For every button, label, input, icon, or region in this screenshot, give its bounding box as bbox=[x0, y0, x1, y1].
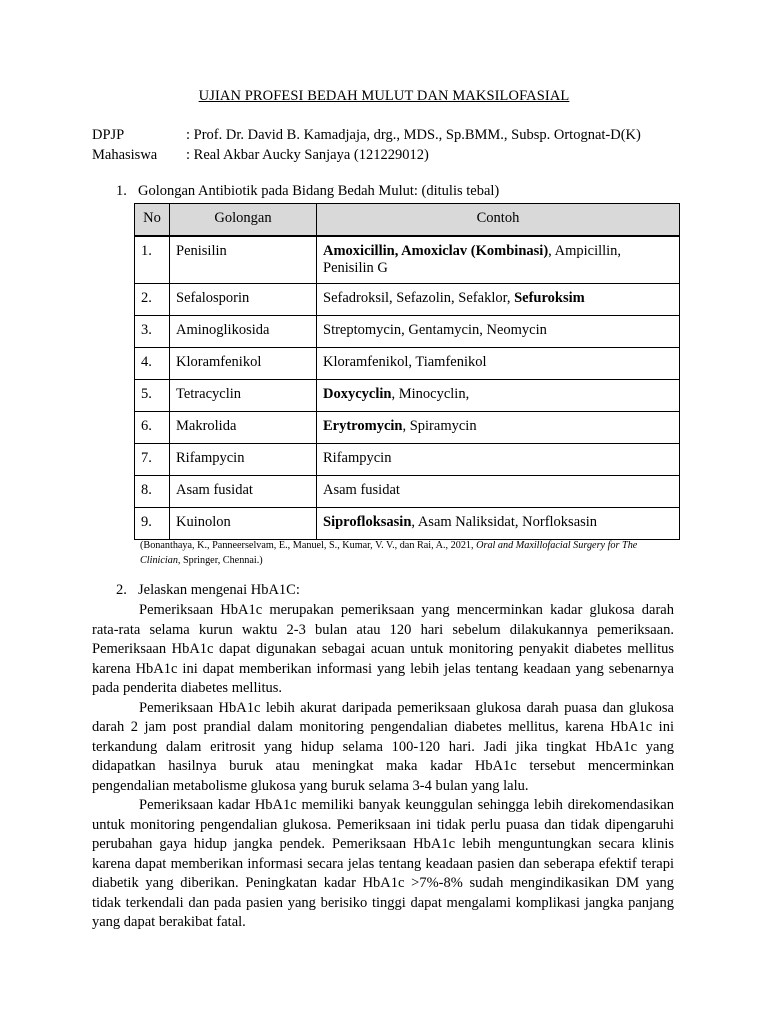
citation-title: Oral and Maxillofacial Surgery for The Clinician bbox=[140, 540, 638, 566]
row-contoh-bold: Sefuroksim bbox=[514, 290, 585, 306]
paragraph: Pemeriksaan HbA1c lebih akurat daripada pemeriksaan glukosa darah puasa dan glukosa darah 2 jam post prandial dalam monitoring pengendalian diabetes mellitus, karena HbA1c ini terkandung dalam eritrosit yang hidup selama 100-120 hari. Jadi jika tingkat HbA1c yang didapatkan hasilnya buruk atau meningkat maka kadar HbA1c tersebut mencerminkan pengendalian metabolisme glukosa yang buruk selama 3-4 bulan yang lalu. bbox=[92, 699, 674, 794]
table-row bbox=[135, 412, 680, 444]
row-contoh-rest: Asam fusidat bbox=[323, 482, 400, 498]
table-header-row bbox=[135, 204, 680, 237]
row-no: 5. bbox=[135, 380, 170, 412]
table-row bbox=[135, 444, 680, 476]
question-2-heading bbox=[116, 582, 300, 599]
row-contoh-rest: , Spiramycin bbox=[402, 418, 477, 434]
row-contoh bbox=[317, 476, 680, 508]
header-no: No bbox=[135, 204, 170, 237]
header-contoh: Contoh bbox=[317, 204, 680, 237]
table-row bbox=[135, 380, 680, 412]
row-no: 4. bbox=[135, 348, 170, 380]
row-no: 3. bbox=[135, 316, 170, 348]
table-row bbox=[135, 236, 680, 284]
row-contoh-rest: Streptomycin, Gentamycin, Neomycin bbox=[323, 322, 547, 338]
row-contoh bbox=[317, 508, 680, 540]
dpjp-line bbox=[92, 125, 641, 145]
row-contoh-rest: , Minocyclin, bbox=[391, 386, 470, 402]
citation-authors: (Bonanthaya, K., Panneerselvam, E., Manuel, S., Kumar, V. V., dan Rai, A., 2021, bbox=[140, 540, 477, 551]
antibiotic-table bbox=[134, 203, 680, 540]
row-no: 1. bbox=[135, 236, 170, 284]
row-no: 6. bbox=[135, 412, 170, 444]
page-title: UJIAN PROFESI BEDAH MULUT DAN MAKSILOFASIAL bbox=[198, 88, 570, 104]
citation-publisher: , Springer, Chennai.) bbox=[177, 555, 263, 566]
row-contoh bbox=[317, 348, 680, 380]
citation bbox=[140, 538, 680, 568]
mahasiswa-line bbox=[92, 145, 429, 165]
row-contoh-rest: Kloramfenikol, Tiamfenikol bbox=[323, 354, 487, 370]
row-contoh-bold: Siprofloksasin bbox=[323, 514, 412, 530]
paragraph: Pemeriksaan HbA1c merupakan pemeriksaan yang mencerminkan kadar glukosa darah rata-rata selama kurun waktu 2-3 bulan atau 120 hari sebelum dilakukannya pemeriksaan. Pemeriksaan HbA1c dapat digunakan sebagai acuan untuk monitoring penyakit diabetes mellitus karena HbA1c ini dapat memberikan informasi yang lebih jelas tentang keadaan yang sebenarnya pada penderita diabetes mellitus. bbox=[92, 602, 674, 696]
question-1-number: 1. bbox=[116, 183, 127, 199]
dpjp-value: : Prof. Dr. David B. Kamadjaja, drg., MDS., Sp.BMM., Subsp. Ortognat-D(K) bbox=[186, 127, 641, 143]
row-contoh-rest: Rifampycin bbox=[323, 450, 392, 466]
table-row bbox=[135, 284, 680, 316]
mahasiswa-label: Mahasiswa bbox=[92, 147, 158, 163]
row-contoh-bold: Doxycyclin bbox=[323, 386, 392, 402]
row-no: 2. bbox=[135, 284, 170, 316]
row-golongan: Rifampycin bbox=[170, 444, 317, 476]
row-no: 9. bbox=[135, 508, 170, 540]
row-contoh bbox=[317, 412, 680, 444]
paragraph: Pemeriksaan kadar HbA1c memiliki banyak keunggulan sehingga lebih direkomendasikan untuk monitoring pengendalian glukosa. Pemeriksaan ini tidak perlu puasa dan tidak dipengaruhi perubahan gaya hidup jangka pendek. Pemeriksaan HbA1c lebih menguntungkan secara klinis karena dapat memberikan informasi secara jelas tentang keadaan pasien dan seberapa efektif terapi diabetik yang diberikan. Peningkatan kadar HbA1c >7%-8% sudah mengindikasikan DM yang tidak terkendali dan pada pasien yang berisiko tinggi dapat mengalami komplikasi jangka panjang yang dapat berakibat fatal. bbox=[92, 797, 674, 930]
header-golongan: Golongan bbox=[170, 204, 317, 237]
answer-body bbox=[92, 601, 674, 933]
row-golongan: Kuinolon bbox=[170, 508, 317, 540]
row-contoh-rest: , Asam Naliksidat, Norfloksasin bbox=[411, 514, 598, 530]
row-golongan: Asam fusidat bbox=[170, 476, 317, 508]
table-row bbox=[135, 476, 680, 508]
question-2-number: 2. bbox=[116, 582, 127, 598]
row-no: 8. bbox=[135, 476, 170, 508]
table-row bbox=[135, 348, 680, 380]
question-1-text: Golongan Antibiotik pada Bidang Bedah Mulut: (ditulis tebal) bbox=[138, 183, 500, 199]
row-golongan: Kloramfenikol bbox=[170, 348, 317, 380]
row-contoh-rest: , Ampicillin, Penisilin G bbox=[323, 243, 622, 276]
question-2-text: Jelaskan mengenai HbA1C: bbox=[138, 582, 300, 598]
row-golongan: Aminoglikosida bbox=[170, 316, 317, 348]
table-row bbox=[135, 508, 680, 540]
row-contoh-rest: Sefadroksil, Sefazolin, Sefaklor, bbox=[323, 290, 515, 306]
row-contoh bbox=[317, 284, 680, 316]
table-row bbox=[135, 316, 680, 348]
row-contoh-bold: Amoxicillin, Amoxiclav (Kombinasi) bbox=[323, 243, 549, 259]
question-1-heading bbox=[116, 183, 499, 200]
row-golongan: Makrolida bbox=[170, 412, 317, 444]
row-contoh bbox=[317, 380, 680, 412]
row-contoh-bold: Erytromycin bbox=[323, 418, 403, 434]
dpjp-label: DPJP bbox=[92, 127, 125, 143]
mahasiswa-value: : Real Akbar Aucky Sanjaya (121229012) bbox=[186, 147, 429, 163]
row-golongan: Sefalosporin bbox=[170, 284, 317, 316]
row-contoh bbox=[317, 444, 680, 476]
row-golongan: Penisilin bbox=[170, 236, 317, 284]
row-contoh bbox=[317, 316, 680, 348]
row-contoh bbox=[317, 236, 680, 284]
row-no: 7. bbox=[135, 444, 170, 476]
row-golongan: Tetracyclin bbox=[170, 380, 317, 412]
